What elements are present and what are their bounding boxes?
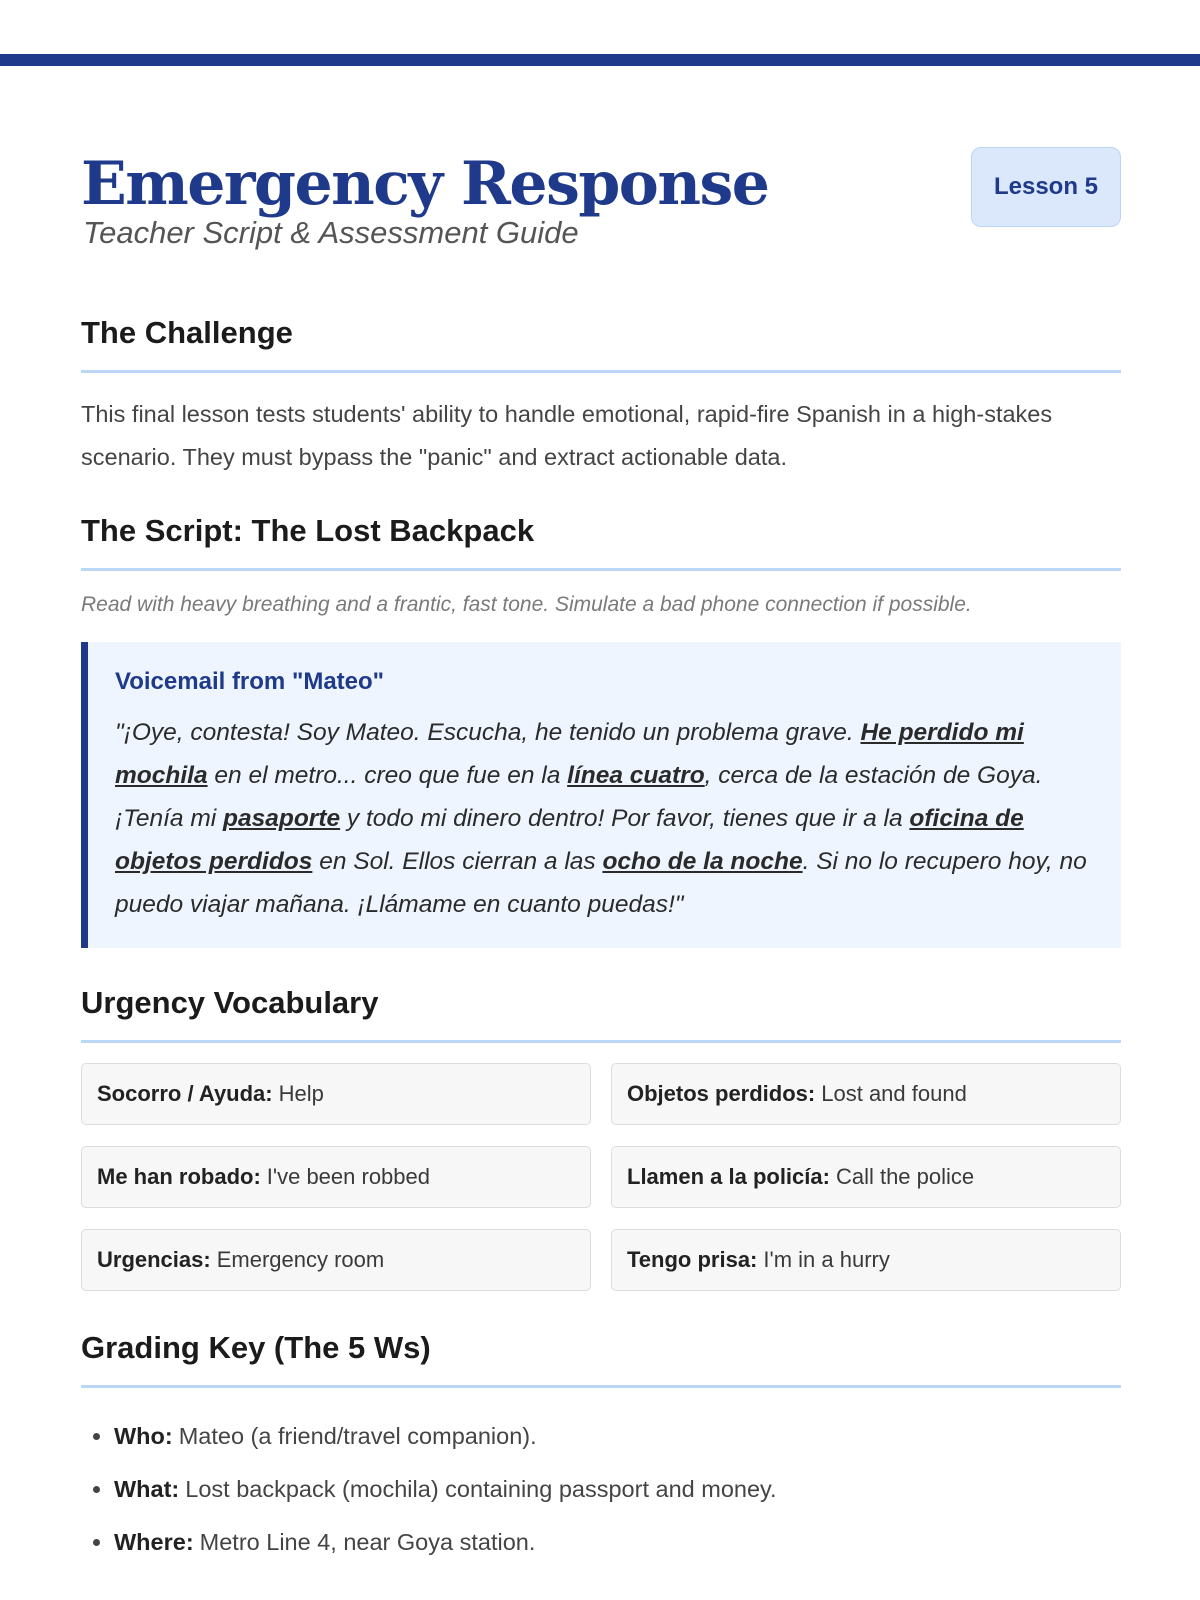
vocab-meaning: Help [278, 1081, 324, 1106]
vocab-term: Urgencias: [97, 1247, 211, 1272]
challenge-section [81, 302, 1121, 479]
grading-list [81, 1410, 1121, 1569]
grading-item-who [114, 1410, 1121, 1463]
vocab-term: Socorro / Ayuda: [97, 1081, 273, 1106]
grading-value: Metro Line 4, near Goya station. [199, 1529, 536, 1555]
grading-heading: Grading Key (The 5 Ws) [81, 1317, 1121, 1388]
challenge-heading: The Challenge [81, 302, 1121, 373]
vocab-card [611, 1063, 1121, 1125]
grading-item-where [114, 1516, 1121, 1569]
vocabulary-grid [81, 1063, 1121, 1291]
vocab-card [81, 1229, 591, 1291]
transcript-text: en Sol. Ellos cierran a las [312, 848, 603, 875]
vocab-card [611, 1146, 1121, 1208]
top-accent-bar [0, 54, 1200, 66]
key-phrase-line-four: línea cuatro [567, 762, 705, 789]
vocab-meaning: I've been robbed [266, 1164, 430, 1189]
lesson-badge: Lesson 5 [971, 147, 1121, 227]
vocabulary-section [81, 972, 1121, 1291]
grading-value: Mateo (a friend/travel companion). [178, 1423, 537, 1449]
vocab-term: Me han robado: [97, 1164, 261, 1189]
grading-key: Who: [114, 1423, 173, 1449]
transcript-text: y todo mi dinero dentro! Por favor, tienes que ir a la [340, 805, 910, 832]
grading-key: What: [114, 1476, 180, 1502]
page-title: Emergency Response [81, 149, 769, 219]
document-page [81, 140, 1121, 1569]
vocab-meaning: I'm in a hurry [763, 1247, 890, 1272]
key-phrase-lost-backpack: He perdido mi mochila [115, 719, 1024, 789]
vocabulary-heading: Urgency Vocabulary [81, 972, 1121, 1043]
challenge-body: This final lesson tests students' ability to handle emotional, rapid-fire Spanish in a high-stakes scenario. They must bypass the "panic" and extract actionable data. [81, 401, 1053, 470]
voicemail-transcript [115, 711, 1111, 926]
transcript-text: en el metro... creo que fue en la [207, 762, 568, 789]
transcript-text: , cerca de la estación de Goya. ¡Tenía mi [115, 762, 1043, 832]
grading-key: Where: [114, 1529, 194, 1555]
script-section [81, 500, 1121, 948]
vocab-card [81, 1063, 591, 1125]
voicemail-title: Voicemail from "Mateo" [115, 668, 385, 695]
transcript-text: . Si no lo recupero hoy, no puedo viajar mañana. ¡Llámame en cuanto puedas!" [115, 848, 1087, 918]
script-heading: The Script: The Lost Backpack [81, 500, 1121, 571]
key-phrase-closing-time: ocho de la noche [602, 848, 803, 875]
voicemail-box [81, 642, 1121, 948]
vocab-term: Tengo prisa: [627, 1247, 758, 1272]
vocab-card [81, 1146, 591, 1208]
grading-value: Lost backpack (mochila) containing passport and money. [185, 1476, 777, 1502]
grading-item-what [114, 1463, 1121, 1516]
vocab-meaning: Emergency room [216, 1247, 385, 1272]
grading-section [81, 1317, 1121, 1569]
key-phrase-passport: pasaporte [223, 805, 341, 832]
page-subtitle: Teacher Script & Assessment Guide [83, 215, 579, 250]
document-header [81, 140, 1121, 260]
script-delivery-note: Read with heavy breathing and a frantic, fast tone. Simulate a bad phone connection if possible. [81, 593, 972, 616]
key-phrase-lost-and-found: oficina de objetos perdidos [115, 805, 1024, 875]
vocab-term: Objetos perdidos: [627, 1081, 816, 1106]
transcript-text: "¡Oye, contesta! Soy Mateo. Escucha, he tenido un problema grave. [115, 719, 861, 746]
vocab-card [611, 1229, 1121, 1291]
vocab-meaning: Lost and found [821, 1081, 967, 1106]
vocab-term: Llamen a la policía: [627, 1164, 830, 1189]
vocab-meaning: Call the police [835, 1164, 975, 1189]
